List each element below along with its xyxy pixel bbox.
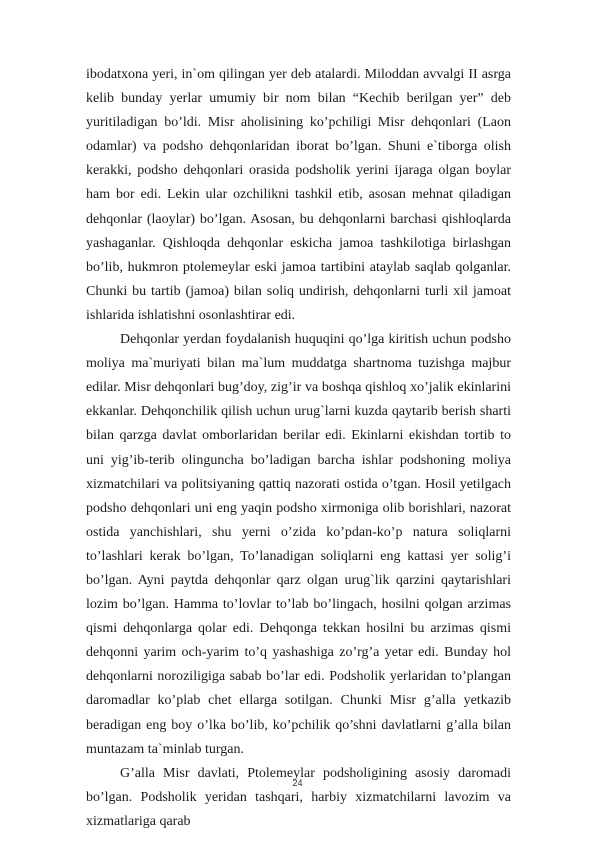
paragraph-3: G’alla Misr davlati, Ptolemeylar podsholigining asosiy daromadi bo’lgan. Podsholik yeridan tashqari, harbiy xizmatchilarni lavozim va xizmatlariga qarab (86, 765, 511, 829)
paragraph-1: ibodatxona yeri, in`om qilingan yer deb atalardi. Miloddan avvalgi II asrga kelib bunday yerlar umumiy bir nom bilan “Kechib berilgan yer” deb yuritiladigan bo’ldi. Misr aholisining ko’pchiligi Misr dehqonlari (Laon odamlar) va podsho dehqonlaridan iborat bo’lgan. Shuni e`tiborga olish kerakki, podsho dehqonlari orasida podsholik yerini ijaraga olgan boylar ham bor edi. Lekin ular ozchilikni tashkil etib, asosan mehnat qiladigan dehqonlar (laoylar) bo’lgan. Asosan, bu dehqonlarni barchasi qishloqlarda yashaganlar. Qishloqda dehqonlar eskicha jamoa tashkilotiga birlashgan bo’lib, hukmron ptolemeylar eski jamoa tartibini ataylab saqlab qolganlar. Chunki bu tartib (jamoa) bilan soliq undirish, dehqonlarni turli xil jamoat ishlarida ishlatishni osonlashtirar edi. (86, 67, 511, 323)
paragraph-2: Dehqonlar yerdan foydalanish huquqini qo’lga kiritish uchun podsho moliya ma`muriyati bilan ma`lum muddatga shartnoma tuzishga majbur edilar. Misr dehqonlari bug’doy, zig’ir va boshqa qishloq xo’jalik ekinlarini ekkanlar. Dehqonchilik qilish uchun urug`larni kuzda qaytarib berish sharti bilan qarzga davlat omborlaridan berilar edi. Ekinlarni ekishdan tortib to uni yig’ib-terib olinguncha bo’ladigan barcha ishlar podshoning moliya xizmatchilari va politsiyaning qattiq nazorati ostida o’tgan. Hosil yetilgach podsho dehqonlari uni eng yaqin podsho xirmoniga olib borishlari, nazorat ostida yanchishlari, shu yerni o’zida ko’pdan-ko’p natura soliqlarni to’lashlari kerak bo’lgan, To’lanadigan soliqlarni eng kattasi yer solig’i bo’lgan. Ayni paytda dehqonlar qarz olgan urug`lik qarzini qaytarishlari lozim bo’lgan. Hamma to’lovlar to’lab bo’lingach, hosilni qolgan arzimas qismi dehqonlarga qolar edi. Dehqonga tekkan hosilni bu arzimas qismi dehqonni yarim och-yarim to’q yashashiga zo’rg’a yetar edi. Bunday hol dehqonlarni noroziligiga sabab bo’lar edi. Podsholik yerlaridan to’plangan daromadlar ko’plab chet ellarga sotilgan. Chunki Misr g’alla yetkazib beradigan eng boy o’lka bo’lib, ko’pchilik qo’shni davlatlarni g’alla bilan muntazam ta`minlab turgan. (86, 332, 511, 757)
document-page (86, 63, 511, 834)
page-number: 24 (292, 778, 303, 788)
